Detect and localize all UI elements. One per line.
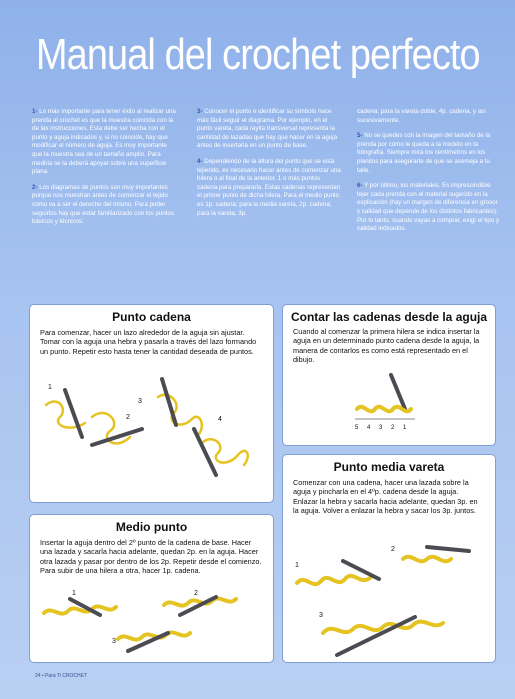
tip-3 [197,108,342,151]
tip-text: Los diagramas de puntos son muy importantes porque nos muestran antes de comenzar el tejido cómo va a ser el derecho del mismo. Para poder seguirlos hay que estar familiarizado con los puntos básicos y técnicos. [32,183,175,226]
step-number: 1 [295,562,299,569]
step-number: 3 [138,398,142,405]
tip-1 [32,108,177,177]
panel-text: Cuando al comenzar la primera hilera se indica insertar la aguja en un determinado punto cadena desde la aguja, la manera de contarlos es como está representado en el dibujo. [293,327,480,364]
step-number: 1 [72,590,76,597]
media-vareta-panel [283,455,495,662]
tip-number: 1- [32,108,38,115]
step-number: 2 [126,414,130,421]
page-title: Manual del crochet perfecto [36,30,480,79]
chain-count: 5 [355,425,359,431]
tip-4 [197,158,342,218]
chain-count: 3 [379,425,383,431]
panel-text: Insertar la aguja dentro del 2º punto de la cadena de base. Hacer una lazada y sacarla hacia adelante, quedan 2p. en la aguja. Hacer otra lazada y pasar por dentro de los 2p. Repetir desde el comienzo. Para subir de una hilera a otra, hacer 1p. cadena. [40,538,262,575]
medio-punto-panel [30,515,273,662]
tip-6 [357,182,502,234]
tip-number: 2- [32,183,38,191]
step-number: 3 [319,612,323,619]
punto-cadena-illustration [30,305,273,502]
panel-title: Contar las cadenas desde la aguja [290,310,488,324]
tip-text: Dependiendo de la altura del punto que se está tejiendo, es necesario hacer antes de comenzar una hilera o al final de la anterior, 1 o más puntos cadena para prepararla. Estas cadenas representan el primer punto de dicha hilera. Para el medio punto es 1p. cadena; para la media vareta, 2p. cadena; para la vareta, 3p. [197,157,341,217]
panel-text: Comenzar con una cadena, hacer una lazada sobre la aguja y pincharla en el 4ºp. cadena desde la aguja. Enlazar la hebra y sacarla hacia adelante, quedan 3p. en la aguja. Volver a enlazar la hebra y sacar los 3p. juntos. [293,478,478,515]
step-number: 3 [112,638,116,645]
step-number: 1 [48,384,52,391]
intro-column-2 [197,108,342,225]
tip-text: No se quedes con la imagen del tamaño de la prenda por cómo le queda a la modelo en la fotografía. Siempre mirá los centímetros en los planitos para asegurarte de que se asemeja a tu talle. [357,132,491,174]
tip-text: Y por último, los materiales. Es imprescindible tejer cada prenda con el material sugerido en la explicación (hay un margen de diferencia en grosor y calidad que depende de los distintos fabricantes). Por lo tanto, cuando vayas a comprar, exigí el tipo y calidad indicados. [357,182,500,233]
tip-number: 3- [197,108,203,115]
tip-4-cont [357,108,502,125]
tip-text: Lo más importante para tener éxito al realizar una prenda al crochet es que la muestra coincida con la de las instrucciones. Esta debe ser hecha con el punto y aguja indicados y, si no coincide, hay que modificar el número de aguja. Es muy importante que la muestra sea de un tamaño amplio. Para medirla se la deberá apoyar sobre una superficie plana. [32,108,176,176]
step-number: 4 [218,416,222,423]
page-footer: 24 • Para Ti CROCHET [35,673,88,679]
tip-number: 6- [357,182,363,190]
panel-title: Punto media vareta [333,460,445,474]
tip-text: Conocer el punto e identificar su símbolo hace más fácil seguir el diagrama. Por ejemplo, en el punto vareta, cada rayita transversal representa la cantidad de lazadas que hay que hacer en la aguja antes de insertarla en un punto de base. [197,108,338,150]
chain-count: 2 [391,425,395,431]
contar-cadenas-illustration [283,305,495,445]
step-number: 2 [391,546,395,553]
step-number: 2 [194,590,198,597]
panel-title: Medio punto [115,520,188,534]
tip-5 [357,132,502,175]
media-vareta-illustration [283,455,495,662]
tip-text: cadena; para la vareta doble, 4p. cadena, y así sucesivamente. [357,108,486,124]
tip-number: 4- [197,157,203,165]
intro-column-1 [32,108,177,234]
chain-count: 4 [367,425,371,431]
medio-punto-illustration [30,515,273,662]
panel-text: Para comenzar, hacer un lazo alrededor de la aguja sin ajustar. Tomar con la aguja una hebra y pasarla a través del lazo formando un punto. Repetir esto hasta tener la cantidad deseada de puntos. [40,328,257,356]
chain-count: 1 [403,425,407,431]
panel-title: Punto cadena [112,310,191,324]
punto-cadena-panel [30,305,273,502]
tip-number: 5- [357,132,363,140]
intro-column-3 [357,108,502,241]
contar-cadenas-panel [283,305,495,445]
tip-2 [32,184,177,227]
